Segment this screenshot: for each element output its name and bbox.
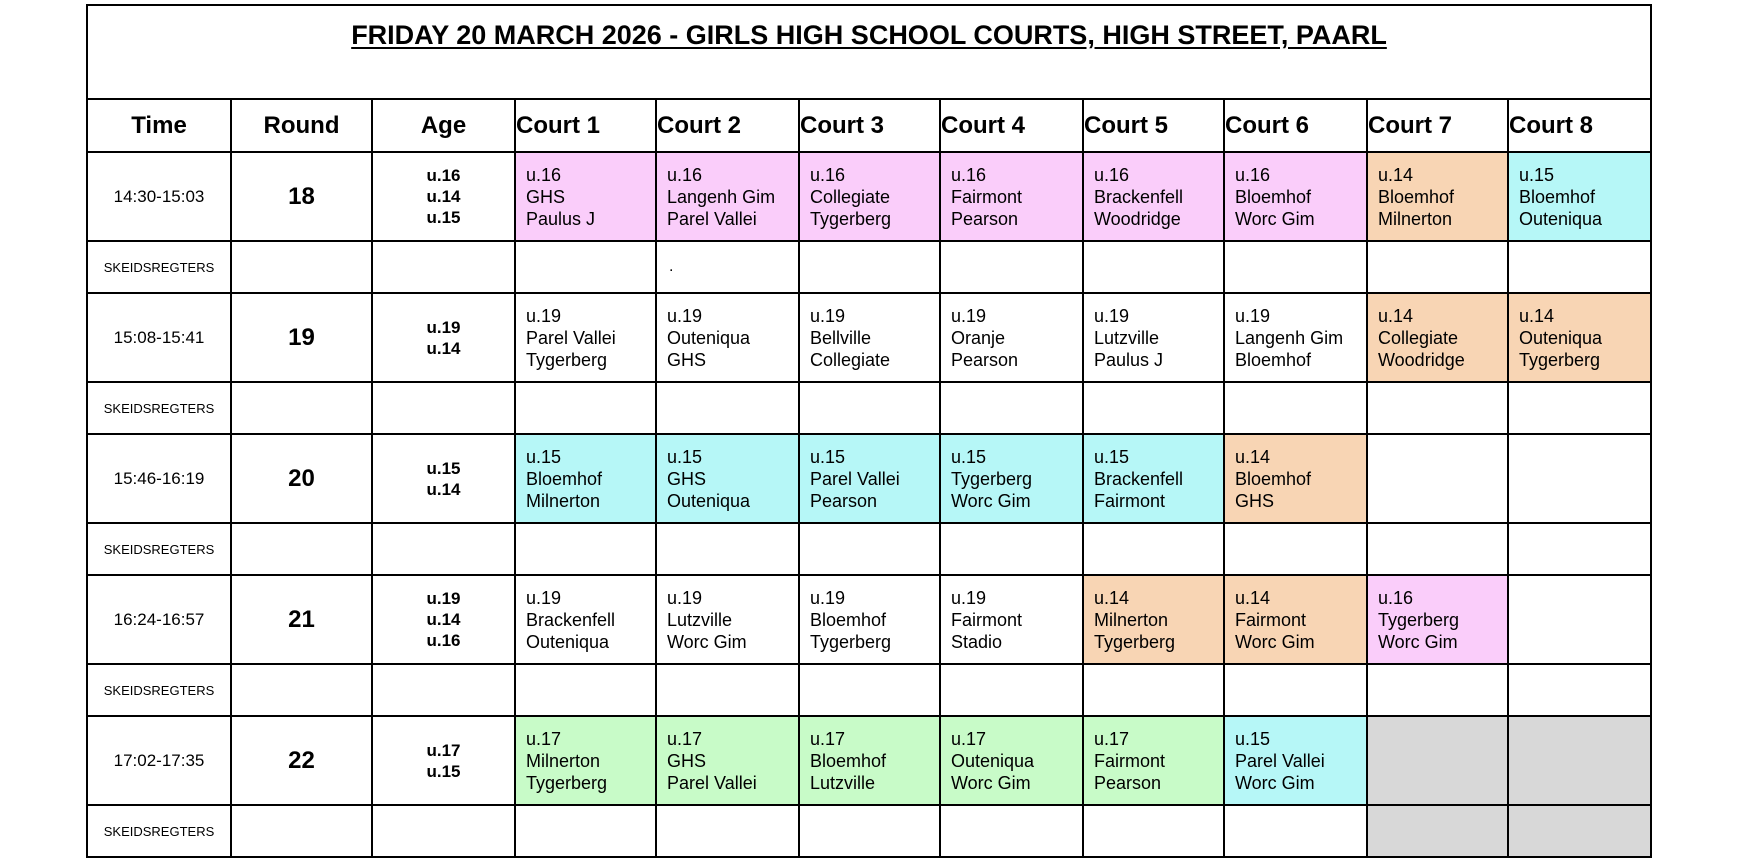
age-item: u.16 (426, 631, 461, 650)
referee-court-cell (1083, 382, 1224, 434)
match-age: u.17 (951, 728, 987, 749)
court-match (1367, 575, 1508, 664)
age-item: u.14 (426, 610, 461, 629)
court-match (799, 575, 940, 664)
match-team-1: Bloemhof (1235, 468, 1312, 489)
header-round: Round (231, 99, 372, 152)
match-team-2: Tygerberg (1094, 631, 1176, 652)
match-team-2: Bloemhof (1235, 349, 1312, 370)
match-age: u.19 (810, 305, 846, 326)
page-title: FRIDAY 20 MARCH 2026 - GIRLS HIGH SCHOOL COURTS, HIGH STREET, PAARL (351, 20, 1387, 50)
match-team-1: Lutzville (667, 609, 733, 630)
round-number: 20 (231, 434, 372, 523)
referee-court-cell (1224, 241, 1367, 293)
referee-court-cell (1224, 664, 1367, 716)
match-team-2: Fairmont (1094, 490, 1166, 511)
match-team-1: Bloemhof (810, 609, 887, 630)
match-team-1: Bloemhof (526, 468, 603, 489)
header-age: Age (372, 99, 515, 152)
court-match (1367, 716, 1508, 805)
match-age: u.16 (1378, 587, 1414, 608)
age-list (372, 434, 515, 523)
match-team-1: Parel Vallei (526, 327, 616, 348)
court-match (940, 575, 1083, 664)
match-team-2: Outeniqua (1519, 208, 1603, 229)
match-team-2: Outeniqua (526, 631, 610, 652)
match-team-2: Stadio (951, 631, 1003, 652)
match-team-1: Langenh Gim (667, 186, 776, 207)
match-team-1: Parel Vallei (810, 468, 900, 489)
referee-court-cell (1367, 664, 1508, 716)
court-match (799, 434, 940, 523)
court-match (515, 716, 656, 805)
referee-court-cell (1083, 805, 1224, 857)
referee-court-cell (1224, 382, 1367, 434)
match-team-2: GHS (667, 349, 707, 370)
header-row (87, 99, 1651, 152)
court-match (1224, 575, 1367, 664)
empty-cell (372, 523, 515, 575)
match-team-1: Bloemhof (1235, 186, 1312, 207)
match-age: u.19 (951, 305, 987, 326)
match-age: u.14 (1519, 305, 1555, 326)
match-team-1: Parel Vallei (1235, 750, 1325, 771)
match-team-2: Worc Gim (951, 772, 1031, 793)
referee-row (87, 664, 1651, 716)
round-number: 19 (231, 293, 372, 382)
court-match (1083, 152, 1224, 241)
round-row (87, 575, 1651, 664)
match-team-1: Bloemhof (810, 750, 887, 771)
header-time: Time (87, 99, 231, 152)
referee-court-cell: . (656, 241, 799, 293)
match-team-1: Milnerton (1094, 609, 1169, 630)
match-team-1: Brackenfell (526, 609, 616, 630)
match-team-1: Fairmont (951, 186, 1023, 207)
referee-court-cell (656, 382, 799, 434)
match-team-2: Tygerberg (526, 349, 608, 370)
referee-court-cell (940, 382, 1083, 434)
referee-court-cell (656, 805, 799, 857)
empty-cell (231, 523, 372, 575)
match-team-1: Fairmont (1235, 609, 1307, 630)
age-list (372, 293, 515, 382)
referee-court-cell (1367, 241, 1508, 293)
age-item: u.16 (426, 166, 461, 185)
court-match (1083, 434, 1224, 523)
court-match (656, 575, 799, 664)
match-age: u.15 (1094, 446, 1130, 467)
title-cell (87, 5, 1651, 99)
match-team-2: Worc Gim (1235, 772, 1315, 793)
referee-court-cell (1508, 664, 1651, 716)
referee-court-cell (1083, 523, 1224, 575)
empty-cell (231, 241, 372, 293)
court-match (1367, 434, 1508, 523)
match-age: u.16 (667, 164, 703, 185)
header-court-7: Court 7 (1367, 99, 1508, 152)
court-match (799, 152, 940, 241)
match-team-2: Outeniqua (667, 490, 751, 511)
referee-court-cell (799, 523, 940, 575)
court-match (656, 152, 799, 241)
age-list (372, 575, 515, 664)
match-team-2: Paulus J (526, 208, 596, 229)
referee-court-cell (799, 241, 940, 293)
match-age: u.15 (810, 446, 846, 467)
court-match (1367, 293, 1508, 382)
referee-row (87, 241, 1651, 293)
match-age: u.15 (1519, 164, 1555, 185)
match-team-1: Outeniqua (1519, 327, 1603, 348)
match-team-2: Woodridge (1378, 349, 1465, 370)
referee-court-cell (940, 523, 1083, 575)
empty-cell (231, 664, 372, 716)
match-team-1: Tygerberg (1378, 609, 1460, 630)
court-match (515, 152, 656, 241)
age-item: u.14 (426, 338, 461, 358)
court-match (940, 434, 1083, 523)
match-age: u.19 (667, 305, 703, 326)
empty-cell (231, 382, 372, 434)
match-team-2: Tygerberg (810, 631, 892, 652)
court-match (940, 293, 1083, 382)
court-match (1224, 434, 1367, 523)
header-court-5: Court 5 (1083, 99, 1224, 152)
match-age: u.19 (526, 305, 562, 326)
referee-court-cell (515, 805, 656, 857)
referee-court-cell (656, 664, 799, 716)
empty-cell (231, 805, 372, 857)
match-team-2: Pearson (951, 208, 1019, 229)
match-team-1: Outeniqua (951, 750, 1035, 771)
round-number: 22 (231, 716, 372, 805)
match-age: u.19 (1235, 305, 1271, 326)
empty-cell (372, 241, 515, 293)
court-match (515, 434, 656, 523)
match-age: u.15 (1235, 728, 1271, 749)
match-age: u.19 (810, 587, 846, 608)
match-team-2: Collegiate (810, 349, 891, 370)
match-team-1: Lutzville (1094, 327, 1160, 348)
match-team-1: Tygerberg (951, 468, 1033, 489)
round-number: 18 (231, 152, 372, 241)
referee-court-cell (940, 805, 1083, 857)
court-match (940, 716, 1083, 805)
time-cell: 16:24-16:57 (87, 575, 231, 664)
match-team-1: Bellville (810, 327, 872, 348)
match-age: u.17 (810, 728, 846, 749)
match-team-2: Pearson (1094, 772, 1162, 793)
empty-cell (372, 664, 515, 716)
header-court-4: Court 4 (940, 99, 1083, 152)
age-item: u.15 (426, 458, 461, 478)
match-team-2: Parel Vallei (667, 208, 757, 229)
match-team-1: GHS (526, 186, 566, 207)
match-age: u.14 (1378, 164, 1414, 185)
match-team-2: GHS (1235, 490, 1275, 511)
referee-court-cell (1508, 523, 1651, 575)
match-team-1: Fairmont (951, 609, 1023, 630)
age-item: u.15 (426, 208, 461, 227)
referee-court-cell (1083, 241, 1224, 293)
referee-court-cell (940, 241, 1083, 293)
referee-court-cell (1508, 241, 1651, 293)
age-item: u.17 (426, 740, 461, 760)
match-team-1: Collegiate (1378, 327, 1459, 348)
court-match (940, 152, 1083, 241)
court-match (1367, 152, 1508, 241)
round-row (87, 434, 1651, 523)
header-court-2: Court 2 (656, 99, 799, 152)
match-age: u.14 (1094, 587, 1130, 608)
referee-court-cell (656, 523, 799, 575)
referee-label: SKEIDSREGTERS (87, 523, 231, 575)
match-team-2: Worc Gim (1235, 208, 1315, 229)
referee-court-cell (1367, 523, 1508, 575)
referee-label: SKEIDSREGTERS (87, 664, 231, 716)
court-match (1083, 716, 1224, 805)
match-team-2: Milnerton (1378, 208, 1453, 229)
match-team-2: Paulus J (1094, 349, 1164, 370)
match-age: u.19 (667, 587, 703, 608)
court-match (1508, 716, 1651, 805)
court-match (1508, 434, 1651, 523)
match-team-2: Pearson (951, 349, 1019, 370)
age-list (372, 716, 515, 805)
match-team-2: Worc Gim (667, 631, 747, 652)
match-age: u.14 (1378, 305, 1414, 326)
match-team-1: Bloemhof (1378, 186, 1455, 207)
match-team-1: GHS (667, 468, 707, 489)
referee-court-cell (1367, 382, 1508, 434)
match-age: u.17 (526, 728, 562, 749)
court-match (1508, 293, 1651, 382)
match-team-2: Worc Gim (951, 490, 1031, 511)
match-age: u.16 (1235, 164, 1271, 185)
round-number: 21 (231, 575, 372, 664)
match-team-2: Tygerberg (810, 208, 892, 229)
age-item: u.19 (426, 589, 461, 608)
schedule-table (86, 4, 1652, 858)
match-age: u.19 (526, 587, 562, 608)
referee-label: SKEIDSREGTERS (87, 382, 231, 434)
referee-court-cell (1083, 664, 1224, 716)
match-age: u.17 (1094, 728, 1130, 749)
court-match (656, 293, 799, 382)
age-list (372, 152, 515, 241)
match-team-2: Milnerton (526, 490, 601, 511)
age-item: u.19 (426, 317, 461, 337)
match-team-1: Fairmont (1094, 750, 1166, 771)
court-match (799, 716, 940, 805)
round-row (87, 716, 1651, 805)
time-cell: 14:30-15:03 (87, 152, 231, 241)
schedule-body (87, 152, 1651, 857)
referee-row (87, 523, 1651, 575)
court-match (656, 434, 799, 523)
match-team-2: Worc Gim (1235, 631, 1315, 652)
referee-court-cell (515, 523, 656, 575)
referee-court-cell (940, 664, 1083, 716)
match-age: u.15 (667, 446, 703, 467)
referee-court-cell (799, 382, 940, 434)
match-team-2: Woodridge (1094, 208, 1181, 229)
match-team-2: Tygerberg (526, 772, 608, 793)
age-item: u.14 (426, 187, 461, 206)
match-team-1: Brackenfell (1094, 186, 1184, 207)
match-age: u.16 (810, 164, 846, 185)
court-match (1224, 716, 1367, 805)
court-match (515, 575, 656, 664)
match-age: u.19 (951, 587, 987, 608)
referee-label: SKEIDSREGTERS (87, 805, 231, 857)
referee-court-cell (515, 382, 656, 434)
match-age: u.16 (951, 164, 987, 185)
referee-row (87, 805, 1651, 857)
match-team-2: Pearson (810, 490, 878, 511)
round-row (87, 293, 1651, 382)
match-age: u.14 (1235, 587, 1271, 608)
match-team-1: Collegiate (810, 186, 891, 207)
match-team-2: Lutzville (810, 772, 876, 793)
referee-row (87, 382, 1651, 434)
match-age: u.19 (1094, 305, 1130, 326)
court-match (1224, 152, 1367, 241)
empty-cell (372, 805, 515, 857)
match-team-2: Parel Vallei (667, 772, 757, 793)
round-row (87, 152, 1651, 241)
match-age: u.15 (526, 446, 562, 467)
court-match (1083, 575, 1224, 664)
match-age: u.14 (1235, 446, 1271, 467)
match-team-1: Brackenfell (1094, 468, 1184, 489)
referee-label: SKEIDSREGTERS (87, 241, 231, 293)
header-court-6: Court 6 (1224, 99, 1367, 152)
referee-court-cell (799, 664, 940, 716)
referee-court-cell (1224, 805, 1367, 857)
time-cell: 17:02-17:35 (87, 716, 231, 805)
referee-court-cell (1224, 523, 1367, 575)
court-match (656, 716, 799, 805)
match-team-1: Outeniqua (667, 327, 751, 348)
age-item: u.14 (426, 479, 461, 499)
header-court-8: Court 8 (1508, 99, 1651, 152)
match-team-1: Oranje (951, 327, 1006, 348)
age-item: u.15 (426, 761, 461, 781)
match-team-1: Milnerton (526, 750, 601, 771)
referee-court-cell (799, 805, 940, 857)
referee-court-cell (515, 241, 656, 293)
court-match (1508, 152, 1651, 241)
header-court-3: Court 3 (799, 99, 940, 152)
court-match (1083, 293, 1224, 382)
match-team-1: Langenh Gim (1235, 327, 1344, 348)
court-match (799, 293, 940, 382)
match-age: u.16 (1094, 164, 1130, 185)
match-team-1: Bloemhof (1519, 186, 1596, 207)
match-team-2: Tygerberg (1519, 349, 1601, 370)
match-team-1: GHS (667, 750, 707, 771)
court-match (515, 293, 656, 382)
match-team-2: Worc Gim (1378, 631, 1458, 652)
referee-court-cell (1508, 382, 1651, 434)
match-age: u.16 (526, 164, 562, 185)
court-match (1224, 293, 1367, 382)
referee-court-cell (1508, 805, 1651, 857)
court-match (1508, 575, 1651, 664)
time-cell: 15:46-16:19 (87, 434, 231, 523)
time-cell: 15:08-15:41 (87, 293, 231, 382)
referee-court-cell (1367, 805, 1508, 857)
match-age: u.15 (951, 446, 987, 467)
match-age: u.17 (667, 728, 703, 749)
header-court-1: Court 1 (515, 99, 656, 152)
referee-court-cell (515, 664, 656, 716)
empty-cell (372, 382, 515, 434)
